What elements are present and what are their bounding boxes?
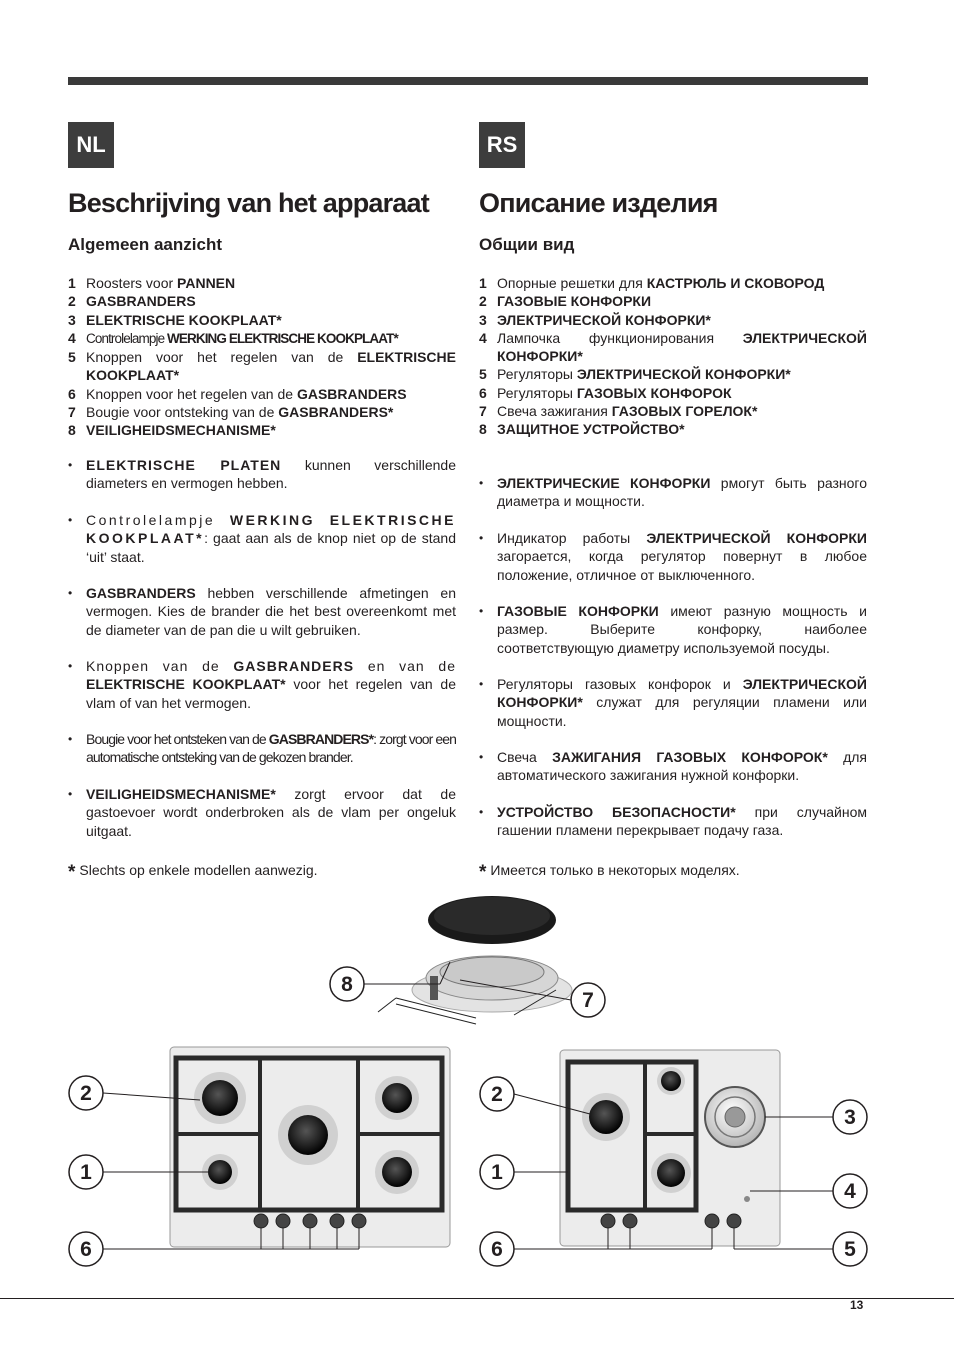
svg-text:6: 6 [491,1238,503,1261]
column-rs [479,122,868,883]
list-item: 8 ЗАЩИТНОЕ УСТРОЙСТВО* [479,421,685,438]
bullet-indicator-nl: • Controlelampje WERKING ELEKTRISCHE KOOKPLAAT*: gaat aan als de knop niet op de stand ‘uit’ staat. [68,511,456,566]
svg-text:2: 2 [80,1082,92,1105]
svg-text:1: 1 [491,1161,503,1184]
list-item: 4 Лампочка функционирования ЭЛЕКТРИЧЕСКОЙ КОНФОРКИ* [479,329,867,365]
list-item: 3 ЭЛЕКТРИЧЕСКОЙ КОНФОРКИ* [479,311,711,328]
svg-text:7: 7 [582,989,594,1012]
list-item: 2 GASBRANDERS [68,293,196,310]
footnote-rs: * Имеется только в некоторых моделях. [479,862,740,883]
language-badge-rs: RS [479,122,525,168]
svg-text:8: 8 [341,973,353,996]
bullet-gas-burners-rs: • ГАЗОВЫЕ КОНФОРКИ имеют разную мощность и размер. Выберите конфорку, наиболее соответствующую диаметру используемой посуды. [479,602,867,657]
list-item: 1 Опорные решетки для КАСТРЮЛЬ И СКОВОРОД [479,275,825,291]
list-item: 5 Knoppen voor het regelen van de ELEKTRISCHE KOOKPLAAT* [68,349,456,384]
list-item: 7 Bougie voor ontsteking van de GASBRANDERS* [68,404,394,421]
bottom-rule [0,1298,954,1299]
footnote-nl: * Slechts op enkele modellen aanwezig. [68,862,318,883]
list-item: 6 Регуляторы ГАЗОВЫХ КОНФОРОК [479,384,732,401]
page-number: 13 [850,1298,864,1312]
language-badge-nl: NL [68,122,114,168]
burner-detail-illustration [378,896,572,1024]
bullet-ignition-nl: • Bougie voor het ontsteken van de GASBRANDERS*: zorgt voor een automatische ontsteking van de gekozen brander. [68,730,456,767]
bullet-safety-nl: • VEILIGHEIDSMECHANISME* zorgt ervoor dat de gastoevoer wordt onderbroken als de vlam per ongeluk uitgaat. [68,785,456,840]
bullet-ignition-rs: • Свеча ЗАЖИГАНИЯ ГАЗОВЫХ КОНФОРОК* для автоматического зажигания нужной конфорки. [479,748,867,785]
hob-diagram [0,890,954,1290]
svg-text:3: 3 [844,1106,856,1129]
column-nl [68,122,457,883]
bullet-electric-plates-nl: • ELEKTRISCHE PLATEN kunnen verschillende diameters en vermogen hebben. [68,456,456,493]
bullet-electric-plates-rs: • ЭЛЕКТРИЧЕСКИЕ КОНФОРКИ рмогут быть разного диаметра и мощности. [479,474,867,511]
bullet-knobs-rs: • Регуляторы газовых конфорок и ЭЛЕКТРИЧЕСКОЙ КОНФОРКИ* служат для регуляции пламени или мощности. [479,675,867,730]
list-item: 7 Свеча зажигания ГАЗОВЫХ ГОРЕЛОК* [479,403,758,420]
list-item: 4 Controlelampje WERKING ELEKTRISCHE KOOKPLAAT* [68,329,398,346]
hob-five-burners [170,1047,450,1247]
callout-right-1 [480,1155,568,1189]
svg-text:1: 1 [80,1161,92,1184]
list-item: 5 Регуляторы ЭЛЕКТРИЧЕСКОЙ КОНФОРКИ* [479,366,791,383]
top-rule [68,77,868,85]
hob-mixed [560,1050,780,1246]
svg-text:5: 5 [844,1238,856,1261]
list-item: 6 Knoppen voor het regelen van de GASBRANDERS [68,385,407,402]
bullet-gas-burners-nl: • GASBRANDERS hebben verschillende afmetingen en vermogen. Kies de brander die het best overeenkomt met de diameter van de pan die u wilt gebruiken. [68,584,456,639]
list-item: 8 VEILIGHEIDSMECHANISME* [68,422,276,439]
section-subtitle-nl: Algemeen aanzicht [68,235,222,254]
list-item: 1 Roosters voor PANNEN [68,275,236,291]
list-item: 3 ELEKTRISCHE KOOKPLAAT* [68,311,282,328]
bullet-safety-rs: • УСТРОЙСТВО БЕЗОПАСНОСТИ* при случайном гашении пламени перекрывает подачу газа. [479,803,867,840]
svg-text:4: 4 [844,1180,856,1203]
svg-text:6: 6 [80,1238,92,1261]
list-item: 2 ГАЗОВЫЕ КОНФОРКИ [479,293,652,310]
parts-list-rs [479,274,867,439]
page-title-rs: Описание изделия [479,188,718,218]
bullet-knobs-nl: • Knoppen van de GASBRANDERS en van de ELEKTRISCHE KOOKPLAAT* voor het regelen van de vlam of van het vermogen. [68,657,456,712]
svg-text:2: 2 [491,1083,503,1106]
bullet-indicator-rs: • Индикатор работы ЭЛЕКТРИЧЕСКОЙ КОНФОРКИ загорается, когда регулятор повернут в любое положение, отличное от выключенного. [479,529,867,584]
parts-list-nl [68,274,456,440]
section-subtitle-rs: Общии вид [479,235,575,254]
page-title-nl: Beschrijving van het apparaat [68,188,429,218]
